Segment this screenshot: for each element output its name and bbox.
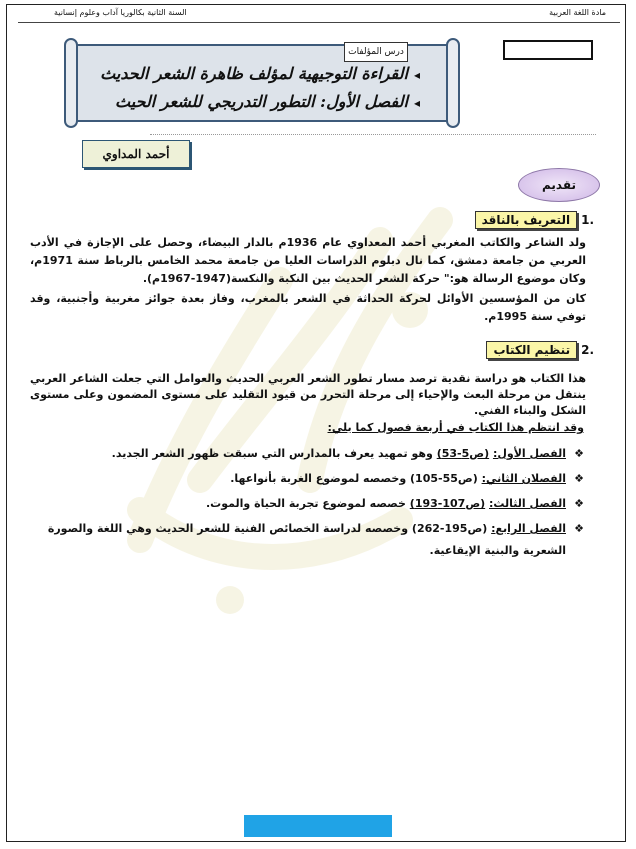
chapter-range: (ص55-105): [410, 472, 478, 485]
dotted-divider: [150, 134, 596, 135]
section-1-title: التعريف بالناقد: [475, 211, 577, 229]
section-1-heading: [475, 211, 594, 229]
intro-badge: تقديم: [518, 168, 600, 202]
chapter-label: الفصل الرابع:: [491, 522, 566, 535]
chapter-text: وهو تمهيد يعرف بالمدارس التي سبقت ظهور الشعر الجديد.: [111, 447, 433, 460]
author-name-box: أحمد المداوي: [82, 140, 190, 168]
section-1-paragraph-1: ولد الشاعر والكاتب المغربي أحمد المعداوي عام 1936م بالدار البيضاء، وحصل على الإجازة في الأدب العربي من جامعة دمشق، كما نال دبلوم الدراسات العليا من جامعة محمد الخامس بالرباط سنة 1971م، وكان موضوع الرسالة هو:" حركة الشعر الحديث بين النكبة والنكسة(1947-1967م).: [30, 236, 587, 285]
section-2-heading: [486, 341, 594, 359]
scroll-roll-left: [64, 38, 78, 128]
chapters-intro: وقد انتظم هذا الكتاب في أربعة فصول كما يلي:: [327, 421, 584, 434]
chapter-label: الفصلان الثاني:: [481, 472, 566, 485]
header-level: السنة الثانية بكالوريا آداب وعلوم إنسانية: [54, 8, 187, 17]
chapter-text: وخصصه لدراسة الخصائص الفنية للشعر الحديث وهي اللغة والصورة الشعرية والبنية الإيقاعية.: [47, 522, 566, 557]
title-text-1: القراءة التوجيهية لمؤلف ظاهرة الشعر الحديث: [100, 64, 408, 83]
header-divider: [18, 22, 620, 23]
chapter-bullet-icon: ❖: [574, 497, 584, 510]
header-subject: مادة اللغة العربية: [549, 8, 606, 17]
section-2-paragraph-1: هذا الكتاب هو دراسة نقدية ترصد مسار تطور الشعر العربي الحديث والعوامل التي جعلت الشاعر العربي ينتقل من مرحلة البعث والإحياء إلى مرحلة التحرر من قيود التقليد على مستوى المضمون وعلى مستوى الشكل والبناء الفني.: [30, 372, 586, 417]
title-text-2: الفصل الأول: التطور التدريجي للشعر الحيث: [115, 92, 408, 111]
section-2-number: .2: [581, 343, 594, 357]
chapter-item: [46, 493, 584, 515]
chapter-range: (ص107-193): [409, 497, 486, 510]
section-1-number: .1: [581, 213, 594, 227]
chapter-text: خصصه لموضوع تجربة الحياة والموت.: [206, 497, 406, 510]
title-line-1: [100, 64, 420, 83]
chapter-bullet-icon: ❖: [574, 447, 584, 460]
chapter-bullet-icon: ❖: [574, 522, 584, 535]
chapter-item: [46, 443, 584, 465]
section-1-paragraph-2: كان من المؤسسين الأوائل لحركة الحداثة في الشعر بالمغرب، وفاز بعدة جوائز مغربية وأجنبية، وقد توفي سنة 1995م.: [30, 292, 586, 323]
empty-corner-box: [503, 40, 593, 60]
chapter-range: (ص5-53): [436, 447, 490, 460]
chapter-range: (ص195-262): [411, 522, 488, 535]
chapter-label: الفصل الثالث:: [489, 497, 566, 510]
title-bullet-2: ◂: [413, 96, 420, 110]
chapter-label: الفصل الأول:: [492, 447, 566, 460]
chapter-bullet-icon: ❖: [574, 472, 584, 485]
chapter-item: [46, 518, 584, 562]
title-line-2: [115, 92, 420, 111]
chapter-text: وخصصه لموضوع الغربة بأنواعها.: [230, 472, 407, 485]
chapter-item: [46, 468, 584, 490]
lesson-type-tag: درس المؤلفات: [344, 42, 408, 62]
title-bullet-1: ◂: [413, 68, 420, 82]
footer-bar: [244, 815, 392, 837]
section-2-title: تنظيم الكتاب: [486, 341, 577, 359]
scroll-roll-right: [446, 38, 460, 128]
title-scroll: [64, 38, 460, 128]
